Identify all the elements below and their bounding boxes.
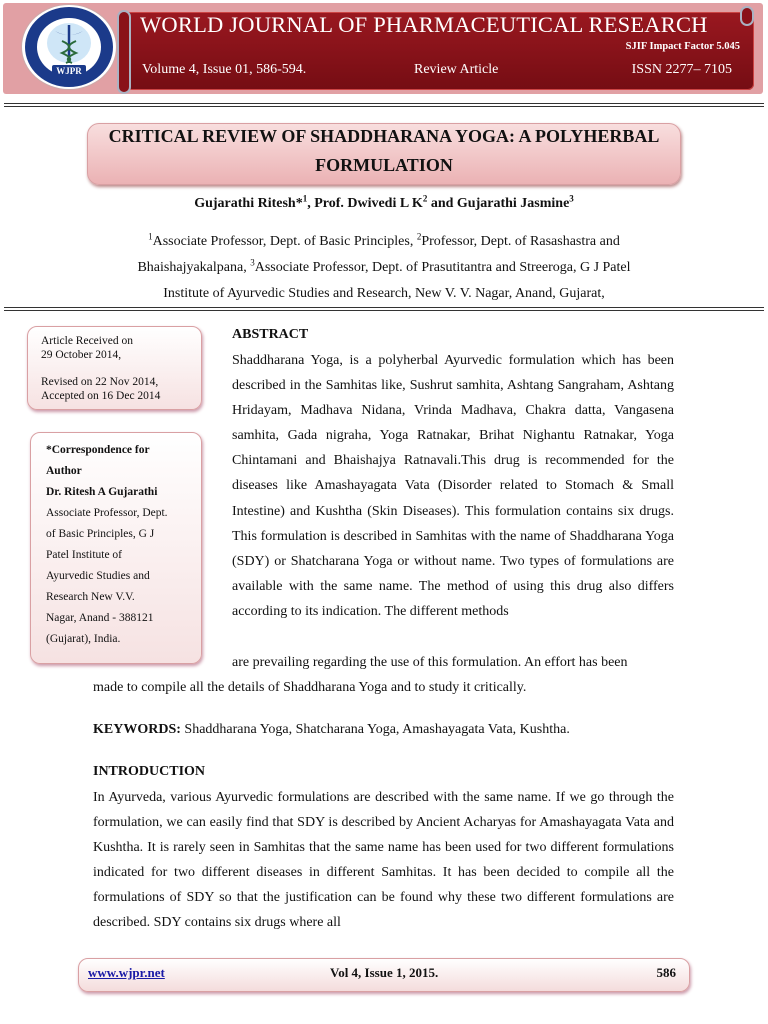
introduction-text: In Ayurveda, various Ayurvedic formulations are described with the same name. If we go through the formulation, we can easily find that SDY is described by Ancient Acharyas for Amashayagata Vata and Kushtha. It is rarely seen in Samhitas that the same name has been used for two different formulations indicated for two different diseases in different Samhitas. It has been decided to compile all the formulations of SDY so that the justification can be found why these two different formulations are described. SDY contains six drugs where all [93, 790, 674, 931]
page-number: 586 [656, 965, 676, 980]
correspondence-line: of Basic Principles, G J [46, 528, 155, 540]
abstract-text-line: are prevailing regarding the use of this formulation. An effort has been [232, 655, 628, 670]
correspondence-line: Research New V.V. [46, 591, 135, 603]
section-rule-1 [4, 307, 764, 308]
banner-scroll-left [117, 10, 131, 94]
affiliation-line2: Bhaishajyakalpana, $^3$Associate Professor, Dept. of Prasutitantra and Streeroga, G J Patel [137, 257, 631, 275]
abstract-heading: ABSTRACT [232, 327, 309, 342]
correspondence-name: Dr. Ritesh A Gujarathi [46, 486, 158, 498]
journal-title: WORLD JOURNAL OF PHARMACEUTICAL RESEARCH [140, 12, 708, 37]
article-title-line2: FORMULATION [315, 155, 453, 175]
article-type: Review Article [414, 62, 499, 77]
logo-abbrev: WJPR [56, 66, 82, 76]
affiliation-line3: Institute of Ayurvedic Studies and Research, New V. V. Nagar, Anand, Gujarat, [163, 286, 605, 301]
header-rule-2 [4, 106, 764, 107]
introduction-heading: INTRODUCTION [93, 764, 206, 779]
journal-url-link[interactable]: www.wjpr.net [88, 965, 165, 980]
authors: Gujarathi Ritesh*$^1$, Prof. Dwivedi L $K^2$ and Gujarathi Jasmine$^3$ [194, 193, 574, 211]
affiliation-line1: $^1$Associate Professor, Dept. of Basic Principles, $^2$Professor, Dept. of Rasashastra and [148, 231, 620, 249]
section-rule-2 [4, 310, 764, 311]
correspondence-line: Nagar, Anand - 388121 [46, 612, 154, 624]
header-rule-1 [4, 103, 764, 104]
received-label: Article Received on [41, 335, 133, 347]
correspondence-line: Patel Institute of [46, 549, 123, 561]
correspondence-line: Ayurvedic Studies and [46, 570, 150, 582]
received-date: 29 October 2014, [41, 349, 122, 361]
volume-info: Volume 4, Issue 01, 586-594. [142, 62, 307, 77]
correspondence-line: Associate Professor, Dept. [46, 507, 168, 519]
accepted-date: Accepted on 16 Dec 2014 [41, 390, 161, 402]
keywords: KEYWORDS: Shaddharana Yoga, Shatcharana Yoga, Amashayagata Vata, Kushtha. [93, 722, 570, 737]
footer-volume: Vol 4, Issue 1, 2015. [330, 965, 439, 980]
abstract-text: Shaddharana Yoga, is a polyherbal Ayurvedic formulation which has been described in the Samhitas like, Sushrut samhita, Ashtang Sangraham, Ashtang Hridayam, Madhava Nidana, Vrinda Madhava, Chakra datta, Vangasena samhita, Gada nigraha, Yoga Ratnakar, Brihat Nighantu Ratnakar, Yoga Chintamani and Bhaishajya Ratnavali.This drug is recommended for the diseases like Amashayagata Vata (Disorder related to Stomach & Small Intestine) and Kushtha (Skin Diseases). This formulation contains six drugs. This formulation is described in Samhitas with the name of Shaddharana Yoga (SDY) or Shatcharana Yoga or without name. Two types of formulations are available with the same name. The method of using this drug also differs according to its indication. The different methods [232, 353, 674, 619]
impact-factor: SJIF Impact Factor 5.045 [625, 41, 740, 52]
correspondence-line: (Gujarat), India. [46, 633, 121, 645]
article-title-line1: CRITICAL REVIEW OF SHADDHARANA YOGA: A POLYHERBAL [108, 126, 660, 146]
banner-scroll-right [740, 6, 754, 26]
abstract-text-line: made to compile all the details of Shaddharana Yoga and to study it critically. [93, 680, 527, 695]
correspondence-heading2: Author [46, 465, 82, 477]
revised-date: Revised on 22 Nov 2014, [41, 376, 159, 388]
correspondence-heading1: *Correspondence for [46, 444, 150, 456]
issn: ISSN 2277– 7105 [631, 62, 732, 77]
journal-logo [22, 5, 116, 89]
